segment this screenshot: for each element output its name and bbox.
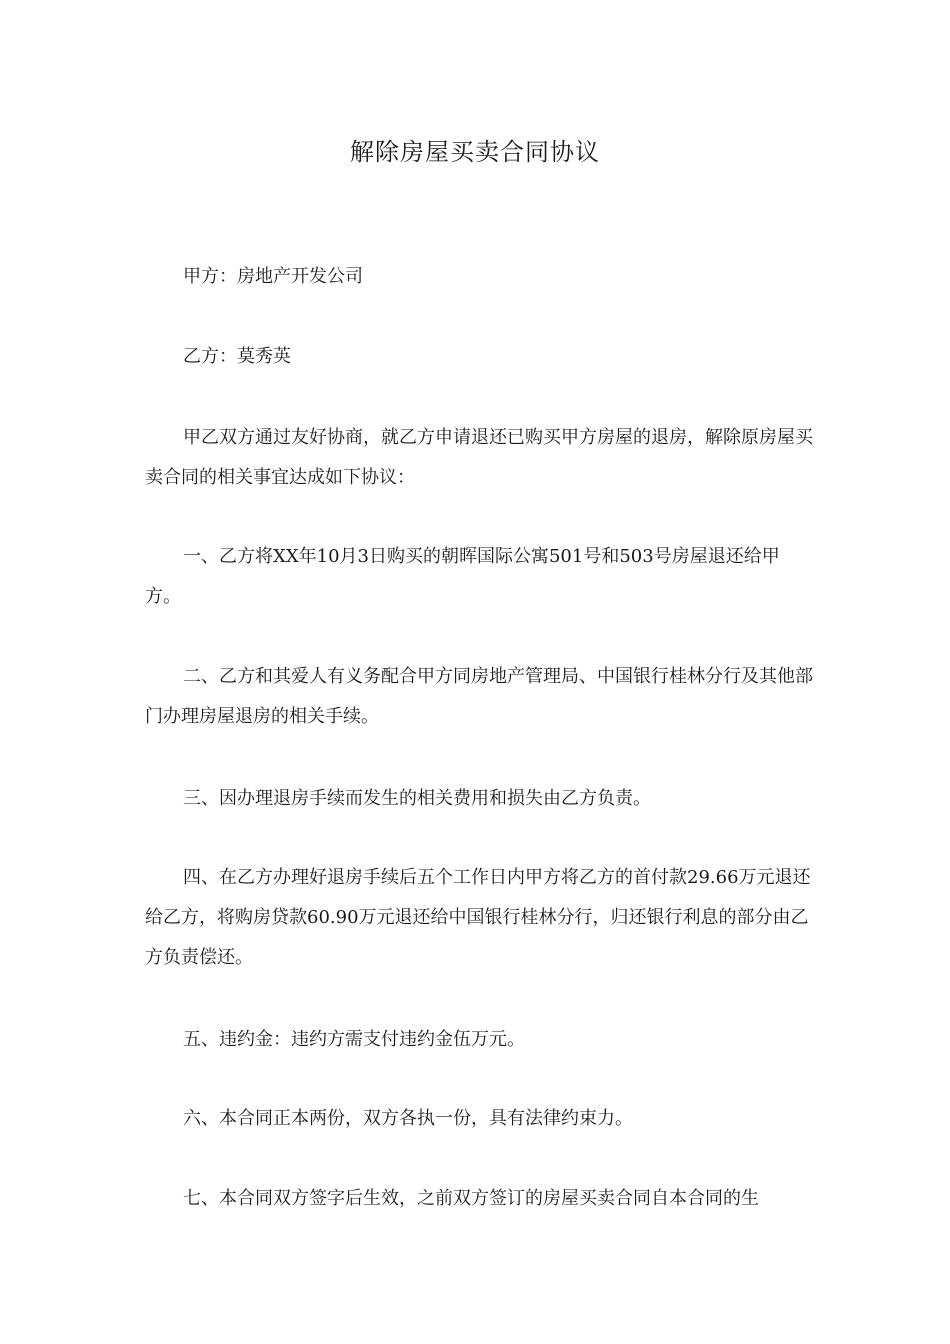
party-a-line: 甲方：房地产开发公司 bbox=[183, 266, 363, 287]
document-title: 解除房屋买卖合同协议 bbox=[350, 138, 600, 166]
intro-paragraph: 甲乙双方通过友好协商，就乙方申请退还已购买甲方房屋的退房，解除原房屋买卖合同的相关事宜达成如下协议： bbox=[145, 427, 813, 488]
clause-1: 一、乙方将XX年10月3日购买的朝晖国际公寓501号和503号房屋退还给甲方。 bbox=[145, 546, 780, 607]
clause-7: 七、本合同双方签字后生效，之前双方签订的房屋买卖合同自本合同的生 bbox=[183, 1188, 759, 1209]
party-b-line: 乙方：莫秀英 bbox=[183, 346, 291, 367]
clause-2: 二、乙方和其爱人有义务配合甲方同房地产管理局、中国银行桂林分行及其他部门办理房屋退房的相关手续。 bbox=[145, 666, 813, 727]
clause-6: 六、本合同正本两份，双方各执一份，具有法律约束力。 bbox=[183, 1108, 633, 1129]
clause-5: 五、违约金：违约方需支付违约金伍万元。 bbox=[183, 1029, 525, 1050]
clause-4: 四、在乙方办理好退房手续后五个工作日内甲方将乙方的首付款29.66万元退还给乙方，将购房贷款60.90万元退还给中国银行桂林分行，归还银行利息的部分由乙方负责偿还。 bbox=[145, 867, 811, 968]
clause-3: 三、因办理退房手续而发生的相关费用和损失由乙方负责。 bbox=[183, 788, 651, 809]
